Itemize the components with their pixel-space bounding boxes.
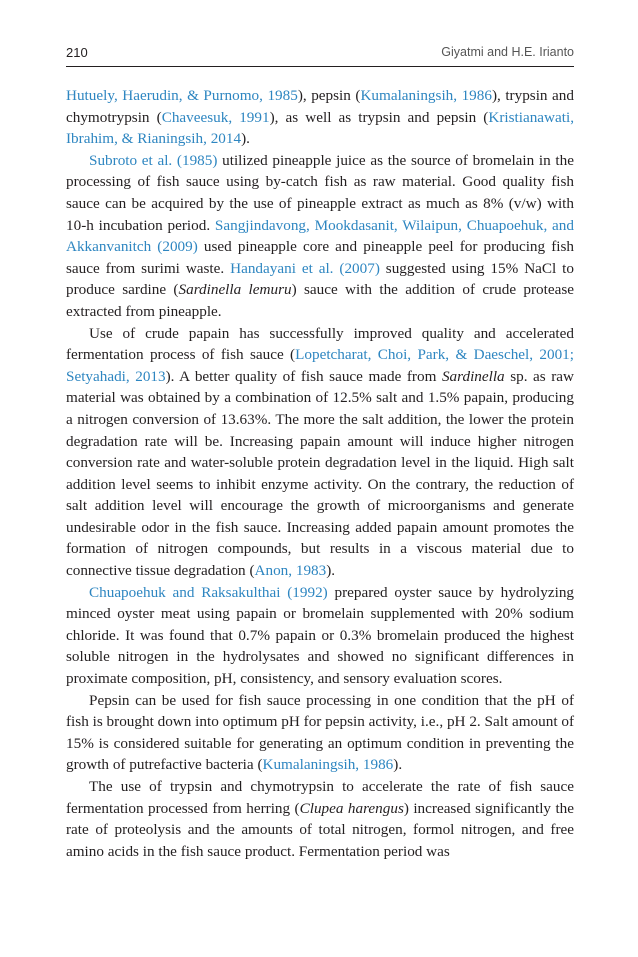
citation-link[interactable]: Handayani et al. (2007) (230, 259, 380, 277)
citation-link[interactable]: Hutuely, Haerudin, & Purnomo, 1985 (66, 87, 298, 104)
species-name: Clupea harengus (299, 799, 404, 817)
paragraph-3 (66, 323, 574, 582)
body-text (66, 85, 574, 862)
text-run: The use of trypsin and chymotrypsin to accelerate the rate of fish sauce fermentation processed from herring ( (66, 778, 574, 817)
citation-link[interactable]: Kumalaningsih, 1986 (262, 756, 394, 774)
text-run: ). (241, 130, 250, 148)
citation-link[interactable]: Subroto et al. (1985) (89, 151, 218, 169)
paragraph-6 (66, 776, 574, 862)
text-run: suggested using 15% NaCl to produce sardine ( (66, 259, 574, 299)
citation-link[interactable]: Lopetcharat, Choi, Park, & Daeschel, 2001; Setyahadi, 2013 (66, 346, 574, 385)
paragraph-4 (66, 582, 574, 690)
text-run: ), pepsin ( (297, 87, 361, 104)
citation-link[interactable]: Chuapoehuk and Raksakulthai (1992) (89, 583, 328, 601)
header-rule (66, 66, 574, 67)
citation-link[interactable]: Kumalaningsih, 1986 (360, 87, 492, 104)
text-run: ) increased significantly the rate of proteolysis and the amounts of total nitrogen, formol nitrogen, and free amino acids in the fish sauce product. Fermentation period was (66, 799, 574, 860)
running-head: Giyatmi and H.E. Irianto (441, 45, 574, 59)
species-name: Sardinella lemuru (178, 281, 292, 299)
text-run: ). (393, 756, 403, 774)
text-run: sp. as raw material was obtained by a combination of 12.5% salt and 1.5% papain, producing a nitrogen conversion of 13.63%. The more the salt addition, the lower the protein degradation rate will be. Increasing papain amount will induce higher nitrogen conversion rate and water-soluble protein degradation level in the liquid. High salt addition level seems to inhibit enzyme activity. On the contrary, the reduction of salt addition level will encourage the growth of microorganisms and generate undesirable odor in the fish sauce. Increasing added papain amount promotes the formation of nitrogen compounds, but results in a viscous material due to connective tissue degradation ( (66, 367, 574, 580)
citation-link[interactable]: Kristianawati, Ibrahim, & Rianingsih, 2014 (66, 108, 574, 148)
paragraph-1 (66, 85, 574, 150)
text-run: ). A better quality of fish sauce made from (165, 367, 442, 385)
text-run: utilized pineapple juice as the source of bromelain in the processing of fish sauce using by-catch fish as raw material. Good quality fish sauce can be acquired by the use of pineapple extract as much as 8% (v/w) with 10-h incubation period. (66, 151, 574, 234)
text-run: Use of crude papain has successfully improved quality and accelerated fermentation process of fish sauce ( (66, 324, 574, 364)
citation-link[interactable]: Sangjindavong, Mookdasanit, Wilaipun, Chuapoehuk, and Akkanvanitch (2009) (66, 216, 574, 256)
text-run: ). (326, 562, 336, 580)
text-run: ) sauce with the addition of crude protease extracted from pineapple. (66, 281, 574, 320)
text-run: Pepsin can be used for fish sauce processing in one condition that the pH of fish is brought down into optimum pH for pepsin activity, i.e., pH 2. Salt amount of 15% is considered suitable for generating an optimum condition in preventing the growth of putrefactive bacteria ( (66, 691, 574, 774)
text-run: ), as well as trypsin and pepsin ( (269, 108, 489, 126)
citation-link[interactable]: Anon, 1983 (254, 562, 327, 580)
citation-link[interactable]: Chaveesuk, 1991 (161, 108, 270, 126)
page-header (66, 43, 574, 63)
paragraph-2 (66, 150, 574, 323)
text-run: prepared oyster sauce by hydrolyzing minced oyster meat using papain or bromelain supplemented with 20% sodium chloride. It was found that 0.7% papain or 0.3% bromelain produced the highest soluble nitrogen in the hydrolysates and showed no significant differences in proximate composition, pH, consistency, and sensory evaluation scores. (66, 583, 575, 688)
text-run: used pineapple core and pineapple peel for producing fish sauce from surimi waste. (66, 238, 574, 277)
text-run: ), trypsin and chymotrypsin ( (66, 87, 574, 126)
paragraph-5 (66, 690, 574, 776)
species-name: Sardinella (441, 367, 505, 385)
page-number: 210 (66, 45, 88, 60)
